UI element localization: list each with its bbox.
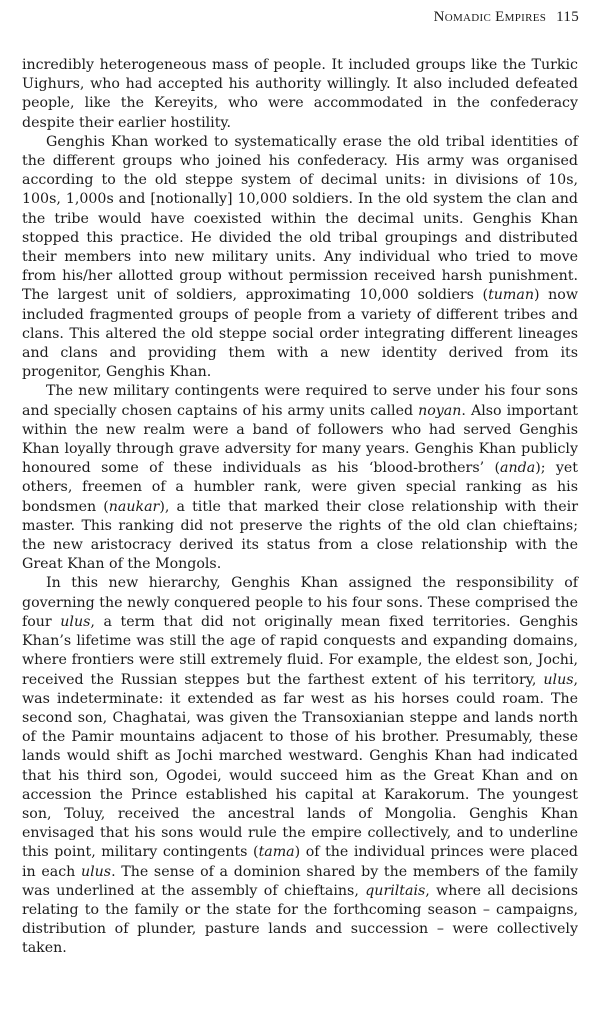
- text-run: , was indeterminate: it extended as far west as his horses could roam. The second son, Chaghatai, was given the Transoxianian steppe and lands north of the Pamir mountains adjacent to those of his brother. Presumably, these lands would shift as Jochi marched westward. Genghis Khan had indicated that his third son, Ogodei, would succeed him as the Great Khan and on accession the Prince established his capital at Karakorum. The youngest son, Toluy, received the ancestral lands of Mongolia. Genghis Khan envisaged that his sons would rule the empire collectively, and to underline this point, military contingents (: [22, 671, 578, 861]
- italic-term: quriltais: [365, 882, 426, 899]
- italic-term: tama: [258, 844, 295, 861]
- text-run: ); yet others, freemen of a humbler rank, were given special ranking as his bondsmen (: [22, 460, 578, 515]
- text-run: ) now included fragmented groups of people from a variety of different tribes and clans. This altered the old steppe social order integrating different lineages and clans and providing them with a new identity derived from its progenitor, Genghis Khan.: [22, 287, 578, 381]
- italic-term: anda: [500, 460, 536, 477]
- text-run: , a term that did not originally mean fixed territories. Genghis Khan’s lifetime was still the age of rapid conquests and expanding domains, where frontiers were still extremely fluid. For example, the eldest son, Jochi, received the Russian steppes but the farthest extent of his territory,: [22, 613, 578, 688]
- text-run: The new military contingents were required to serve under his four sons and specially chosen captains of his army units called: [22, 383, 578, 419]
- running-head: [434, 9, 579, 26]
- italic-term: noyan: [418, 402, 462, 419]
- italic-term: tuman: [488, 287, 534, 304]
- text-run: ) of the individual princes were placed in each: [22, 844, 578, 880]
- body-text: [22, 56, 578, 959]
- italic-term: naukar: [108, 498, 160, 515]
- text-run: In this new hierarchy, Genghis Khan assigned the responsibility of governing the newly conquered people to his four sons. These comprised the four: [22, 575, 578, 630]
- text-run: incredibly heterogeneous mass of people. It included groups like the Turkic Uighurs, who had accepted his authority willingly. It also included defeated people, like the Kereyits, who were accommodated in the confederacy despite their earlier hostility.: [22, 57, 578, 131]
- paragraph: [22, 382, 578, 574]
- section-title: Nomadic Empires: [433, 9, 547, 25]
- italic-term: ulus: [543, 671, 574, 688]
- text-run: , where all decisions relating to the family or the state for the forthcoming season – campaigns, distribution of plunder, pasture lands and succession – were collectively taken.: [22, 882, 578, 957]
- paragraph: [22, 56, 578, 133]
- text-run: Genghis Khan worked to systematically erase the old tribal identities of the different groups who joined his confederacy. His army was organised according to the old steppe system of decimal units: in divisions of 10s, 100s, 1,000s and [notionally] 10,000 soldiers. In the old system the clan and the tribe would have coexisted within the decimal units. Genghis Khan stopped this practice. He divided the old tribal groupings and distributed their members into new military units. Any individual who tried to move from his/her allotted group without permission received harsh punishment. The largest unit of soldiers, approximating 10,000 soldiers (: [22, 133, 578, 304]
- page-number: 115: [556, 9, 579, 25]
- paragraph: [22, 133, 578, 383]
- paragraph: [22, 574, 578, 958]
- text-run: . The sense of a dominion shared by the members of the family was underlined at the assembly of chieftains,: [22, 863, 578, 899]
- italic-term: ulus: [80, 863, 112, 880]
- text-run: . Also important within the new realm were a band of followers who had served Genghis Khan loyally through grave adversity for many years. Genghis Khan publicly honoured some of these individuals as his ‘blood-brothers’ (: [22, 402, 579, 477]
- text-run: ), a title that marked their close relationship with their master. This ranking did not preserve the rights of the old clan chieftains; the new aristocracy derived its status from a close relationship with the Great Khan of the Mongols.: [22, 498, 578, 573]
- italic-term: ulus: [60, 613, 91, 630]
